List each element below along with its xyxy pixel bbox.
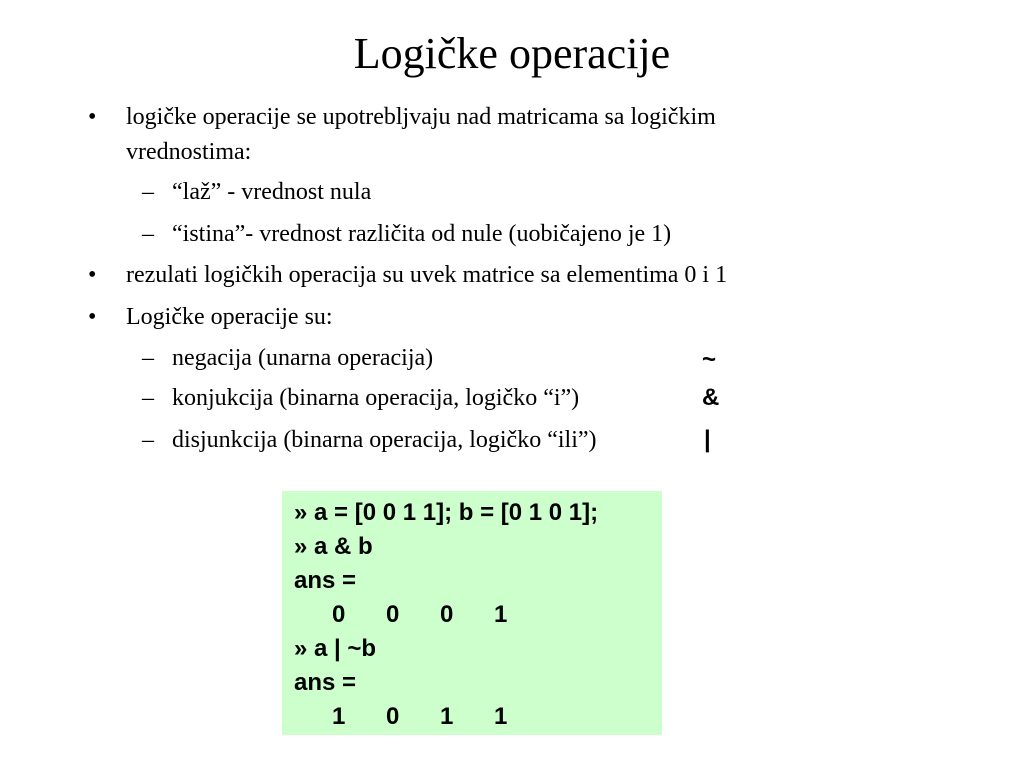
subitem-text: konjukcija (binarna operacija, logičko “i”) bbox=[172, 385, 580, 411]
subitem-text: negacija (unarna operacija) bbox=[172, 345, 434, 371]
result-row bbox=[294, 598, 662, 632]
result-row bbox=[294, 700, 662, 734]
code-line: » a | ~b bbox=[294, 635, 377, 662]
result-value: 0 bbox=[386, 703, 400, 730]
subitem-marker: – bbox=[142, 385, 154, 411]
bullet-marker: • bbox=[88, 104, 97, 130]
result-value: 1 bbox=[332, 703, 346, 730]
bullet-marker: • bbox=[88, 262, 97, 288]
subitem-marker: – bbox=[142, 427, 154, 453]
code-line: » a = [0 0 1 1]; b = [0 1 0 1]; bbox=[294, 499, 599, 526]
code-line: ans = bbox=[294, 567, 357, 594]
result-value: 0 bbox=[440, 601, 454, 628]
bullet-marker: • bbox=[88, 304, 97, 330]
result-value: 1 bbox=[494, 703, 508, 730]
bullet-text: rezulati logičkih operacija su uvek matrice sa elementima 0 i 1 bbox=[126, 262, 728, 288]
subitem-marker: – bbox=[142, 179, 154, 205]
result-value: 0 bbox=[332, 601, 346, 628]
subitem-text: “laž” - vrednost nula bbox=[172, 179, 372, 205]
subitem-text: disjunkcija (binarna operacija, logičko “ili”) bbox=[172, 427, 597, 453]
bullet-text-continuation: vrednostima: bbox=[126, 139, 252, 165]
slide-title: Logičke operacije bbox=[353, 29, 671, 78]
result-value: 0 bbox=[386, 601, 400, 628]
subitem-text: “istina”- vrednost različita od nule (uobičajeno je 1) bbox=[172, 221, 672, 247]
result-value: 1 bbox=[494, 601, 508, 628]
result-value: 1 bbox=[440, 703, 454, 730]
bullet-text: Logičke operacije su: bbox=[126, 304, 333, 330]
operator-symbol-negation: ~ bbox=[702, 346, 717, 373]
code-example-box bbox=[282, 491, 662, 735]
operator-symbol-disjunction: | bbox=[704, 426, 711, 453]
operator-symbol-conjunction: & bbox=[702, 384, 720, 411]
bullet-text: logičke operacije se upotrebljvaju nad matricama sa logičkim bbox=[126, 104, 716, 130]
code-line: ans = bbox=[294, 669, 357, 696]
subitem-marker: – bbox=[142, 345, 154, 371]
code-line: » a & b bbox=[294, 533, 373, 560]
subitem-marker: – bbox=[142, 221, 154, 247]
